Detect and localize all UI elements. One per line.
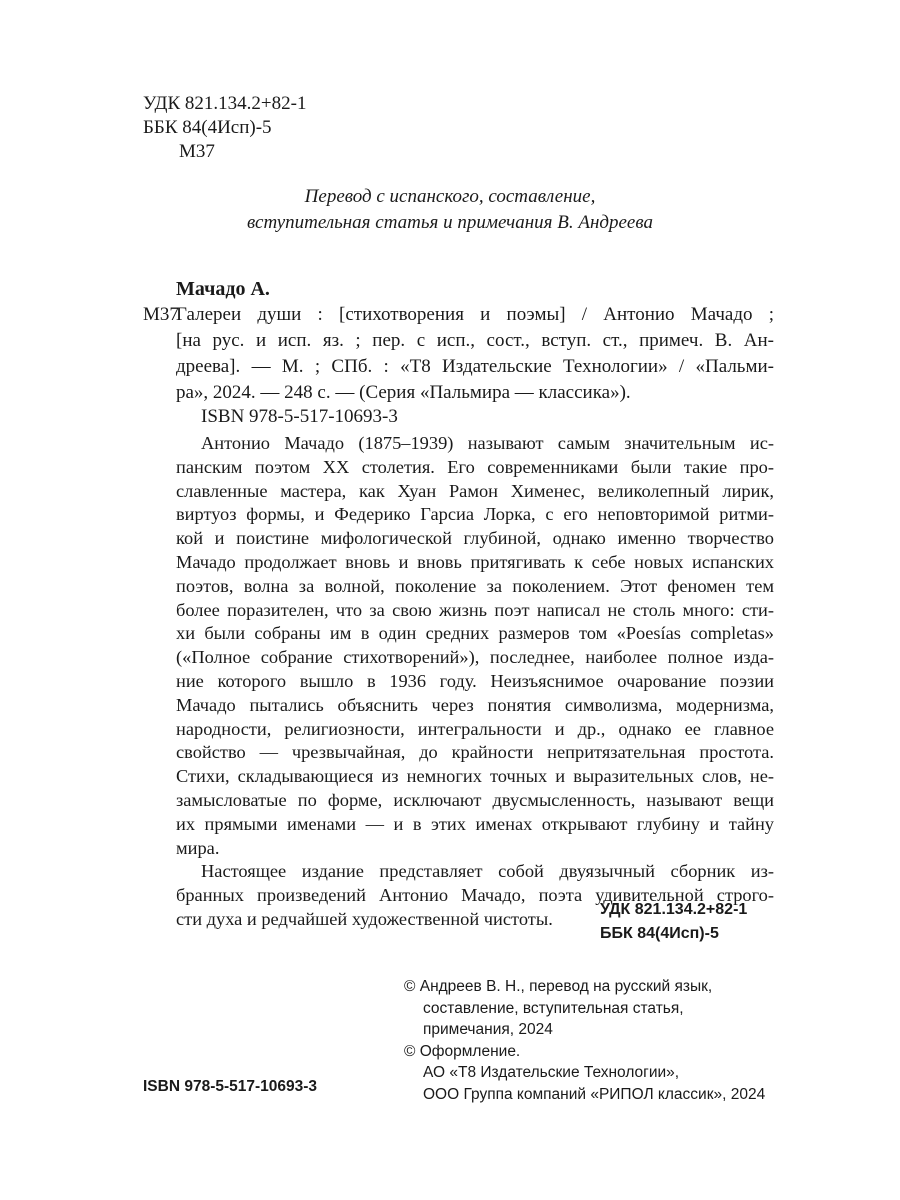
record-line-3: дреева]. — М. ; СПб. : «Т8 Издательские Технологии» / «Пальми- (176, 356, 774, 377)
abstract-line: панским поэтом XX столетия. Его современниками были такие про- (176, 456, 774, 477)
copyright-line: ООО Группа компаний «РИПОЛ классик», 2024 (423, 1085, 766, 1103)
record-author-mark: М37 (143, 304, 179, 325)
abstract-line: замысловатые по форме, исключают двусмысленность, называют вещи (176, 789, 774, 810)
abstract-line: виртуоз формы, и Федерико Гарсиа Лорка, с его неповторимой ритми- (176, 504, 774, 525)
abstract-line: сти духа и редчайшей художественной чистоты. (176, 908, 553, 929)
record-isbn: ISBN 978-5-517-10693-3 (201, 406, 398, 427)
udk-block (143, 92, 306, 164)
abstract-line: мира. (176, 837, 220, 858)
author-heading: Мачадо А. (176, 278, 270, 300)
abstract (176, 432, 774, 932)
abstract-line: свойство — чрезвычайная, до крайности непритязательная простота. (176, 742, 774, 763)
abstract-line: бранных произведений Антонио Мачадо, поэта удивительной строго- (176, 885, 774, 906)
abstract-line: поэтов, волна за волной, поколение за поколением. Этот феномен тем (176, 575, 774, 596)
abstract-line: Настоящее издание представляет собой двуязычный сборник из- (201, 861, 774, 882)
translator-note-line-1: Перевод с испанского, составление, (304, 186, 596, 207)
abstract-line: («Полное собрание стихотворений»), последнее, наиболее полное изда- (176, 647, 774, 668)
abstract-line: Антонио Мачадо (1875–1939) называют самым значительным ис- (201, 433, 774, 453)
author-mark-code: М37 (179, 141, 215, 162)
abstract-line: славленные мастера, как Хуан Рамон Хименес, великолепный лирик, (176, 480, 774, 501)
record-line-4: ра», 2024. — 248 с. — (Серия «Пальмира — классика»). (176, 382, 631, 403)
translator-note (150, 184, 750, 236)
classification-codes-right (600, 898, 774, 946)
bbk-code: ББК 84(4Исп)-5 (143, 117, 272, 138)
udk-code-right: УДК 821.134.2+82-1 (600, 901, 748, 918)
abstract-line: более поразителен, что за свою жизнь поэт написал не столь много: сти- (176, 599, 774, 620)
translator-note-line-2: вступительная статья и примечания В. Андреева (247, 212, 653, 233)
abstract-line: хи были собраны им в один средних размеров том «Poesías completas» (176, 623, 774, 644)
record-line-2: [на рус. и исп. яз. ; пер. с исп., сост., вступ. ст., примеч. В. Ан- (176, 330, 774, 351)
abstract-line: народности, религиозности, интегральности и др., однако ее главное (176, 718, 774, 739)
abstract-line: Мачадо пытались объяснить через понятия символизма, модернизма, (176, 694, 774, 715)
abstract-line: ние которого вышло в 1936 году. Неизъяснимое очарование поэзии (176, 670, 774, 691)
udk-code: УДК 821.134.2+82-1 (143, 93, 307, 114)
isbn-bottom: ISBN 978-5-517-10693-3 (143, 1078, 318, 1095)
copyright-line: составление, вступительная статья, (423, 999, 684, 1017)
abstract-line: Стихи, складывающиеся из немногих точных и выразительных слов, не- (176, 766, 774, 787)
abstract-line: кой и поистине мифологической глубиной, однако именно творчество (176, 528, 774, 549)
copyright-line: © Оформление. (404, 1042, 521, 1060)
copyright-notice (404, 976, 784, 1105)
copyright-line: примечания, 2024 (423, 1021, 553, 1038)
record-line-1: Галереи души : [стихотворения и поэмы] / Антонио Мачадо ; (176, 304, 774, 325)
abstract-line: Мачадо продолжает вновь и вновь притягивать к себе новых испанских (176, 551, 774, 572)
bibliographic-record (176, 302, 774, 406)
abstract-line: их прямыми именами — и в этих именах открывают глубину и тайну (176, 813, 774, 834)
bbk-code-right: ББК 84(4Исп)-5 (600, 925, 719, 942)
copyright-line: АО «Т8 Издательские Технологии», (423, 1064, 680, 1081)
copyright-line: © Андреев В. Н., перевод на русский язык, (404, 978, 713, 995)
abstract-paragraph-1 (176, 432, 774, 860)
